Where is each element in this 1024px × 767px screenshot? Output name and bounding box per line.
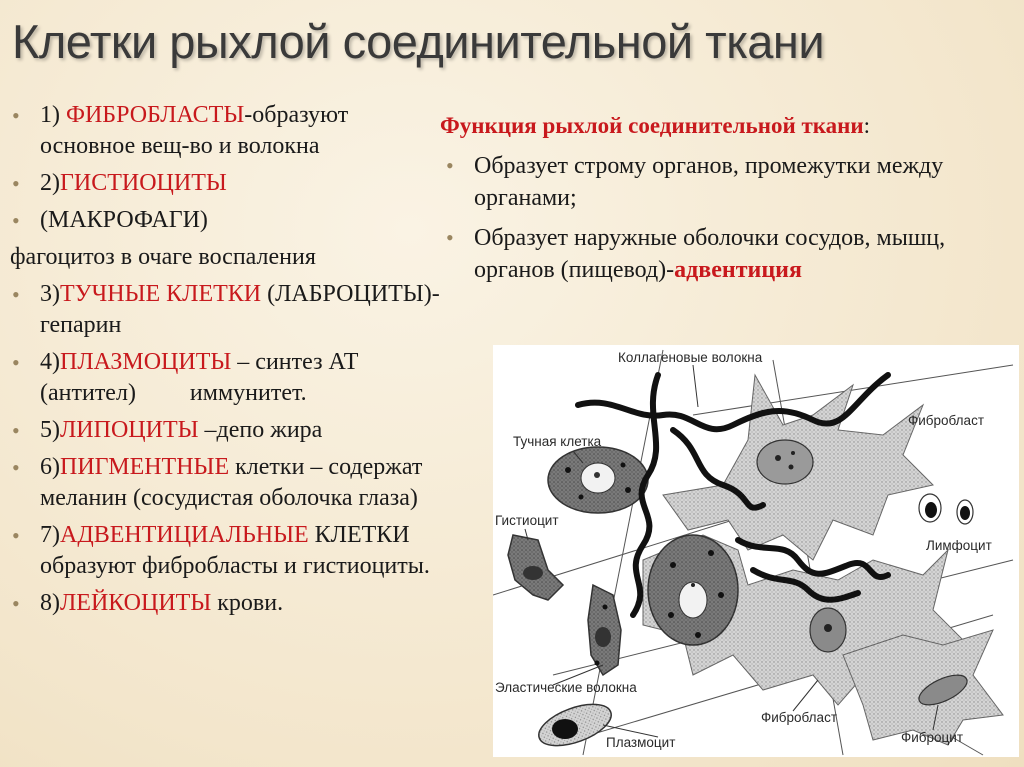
fibroblast-nucleus [757, 440, 813, 484]
list-item-adventitial-cells [10, 520, 440, 582]
list-item-lipocytes [10, 415, 440, 446]
list-text-phagocytosis: фагоцитоз в очаге воспаления [10, 244, 316, 270]
histiocyte-nucleus [523, 566, 543, 580]
connective-tissue-diagram [493, 345, 1019, 757]
function-item-stroma [440, 150, 1010, 214]
item-term: АДВЕНТИЦИАЛЬНЫЕ [60, 522, 309, 548]
function-colon: : [863, 113, 871, 138]
function-section [440, 110, 1010, 286]
item-term: ПИГМЕНТНЫЕ [60, 454, 230, 480]
bullet-dot-icon: • [446, 225, 454, 250]
list-item-leukocytes [10, 588, 440, 619]
item-term: ТУЧНЫЕ КЛЕТКИ [60, 281, 262, 307]
item-number: 4) [40, 349, 60, 375]
large-dark-cell-nucleus [679, 582, 707, 618]
cell-types-list [10, 100, 447, 625]
item-number: 1) [40, 102, 66, 128]
item-text: КЛЕТКИ образуют фибробласты и гистиоциты. [40, 522, 430, 579]
item-text: -образуют основное вещ-во и волокна [40, 102, 349, 159]
list-item-macrophages [10, 205, 440, 236]
item-number: 3) [40, 281, 60, 307]
item-text: крови. [211, 590, 284, 616]
label-fibroblast-bottom: Фибробласт [761, 710, 837, 725]
bullet-dot-icon: • [12, 103, 20, 128]
item-term: ГИСТИОЦИТЫ [60, 170, 227, 196]
function-title: Функция рыхлой соединительной ткани [440, 113, 864, 138]
list-item-mast-cells [10, 279, 440, 341]
list-item-plasmocytes [10, 347, 440, 409]
label-plasmocyte: Плазмоцит [606, 735, 676, 750]
list-item-pigment-cells [10, 452, 447, 514]
item-text: (ЛАБРОЦИТЫ)-гепарин [40, 281, 440, 338]
item-number: 7) [40, 522, 60, 548]
plasmocyte-nucleus [552, 719, 578, 739]
item-text: –депо жира [198, 417, 323, 443]
bullet-dot-icon: • [12, 591, 20, 616]
function-item-text: Образует наружные оболочки сосудов, мышц, органов (пищевод)- [474, 225, 946, 283]
list-item-fibroblasts [10, 100, 440, 162]
mast-cell-nucleus [581, 463, 615, 493]
item-number: 5) [40, 417, 60, 443]
bullet-dot-icon: • [12, 208, 20, 233]
bullet-dot-icon: • [12, 350, 20, 375]
item-term: ФИБРОБЛАСТЫ [66, 102, 245, 128]
bullet-dot-icon: • [12, 282, 20, 307]
function-item-adventitia [440, 222, 1010, 286]
function-item-text: Образует строму органов, промежутки между органами; [474, 153, 944, 211]
label-histiocyte: Гистиоцит [495, 513, 559, 528]
label-mast-cell: Тучная клетка [513, 434, 602, 449]
bullet-dot-icon: • [12, 418, 20, 443]
label-lymphocyte: Лимфоцит [926, 538, 992, 553]
label-elastic-fibers: Эластические волокна [495, 680, 637, 695]
diagram-svg [493, 345, 1019, 757]
item-term: ЛИПОЦИТЫ [60, 417, 199, 443]
item-term: ЛЕЙКОЦИТЫ [60, 590, 212, 616]
bullet-dot-icon: • [12, 171, 20, 196]
item-text: клетки – содержат меланин (сосудистая оболочка глаза) [40, 454, 447, 511]
bullet-dot-icon: • [12, 455, 20, 480]
item-number: 2) [40, 170, 60, 196]
item-term: ПЛАЗМОЦИТЫ [60, 349, 232, 375]
label-fibroblast-top: Фибробласт [908, 413, 984, 428]
label-collagen-fibers: Коллагеновые волокна [618, 350, 763, 365]
item-text: (МАКРОФАГИ) [40, 207, 208, 233]
label-fibrocyte: Фиброцит [901, 730, 964, 745]
list-item-histiocytes [10, 168, 440, 199]
bullet-dot-icon: • [12, 523, 20, 548]
item-text: – синтез АТ (антител) иммунитет. [40, 349, 365, 406]
item-number: 8) [40, 590, 60, 616]
item-number: 6) [40, 454, 60, 480]
bullet-dot-icon: • [446, 153, 454, 178]
function-item-accent: адвентиция [674, 257, 802, 283]
function-heading [440, 110, 1010, 142]
slide-title: Клетки рыхлой соединительной ткани [12, 15, 825, 68]
